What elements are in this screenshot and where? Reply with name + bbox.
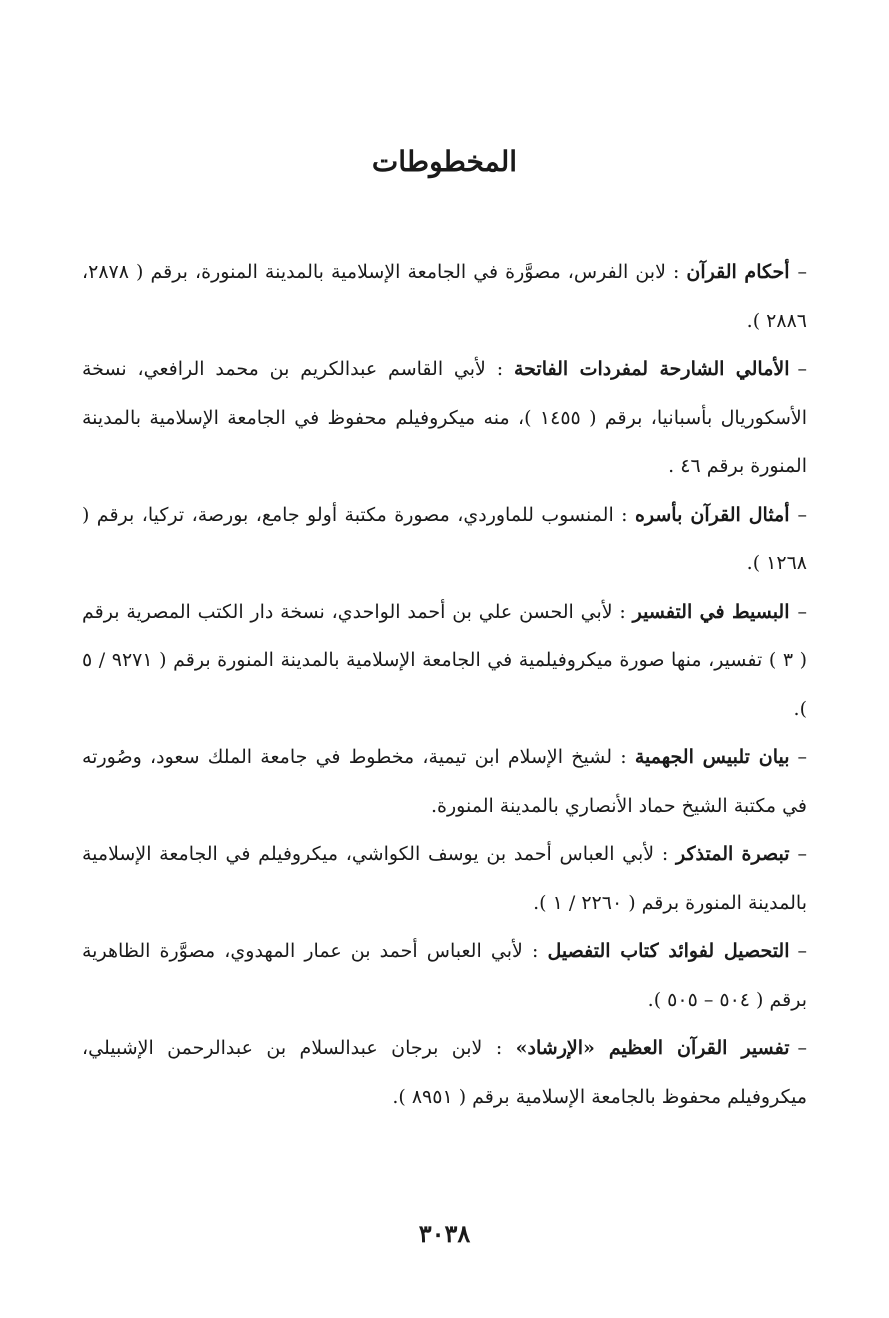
entry-description: لأبي العباس أحمد بن يوسف الكواشي، ميكروفيلم في الجامعة الإسلامية بالمدينة المنورة برقم ( ٢٢٦٠ / ١ ). — [82, 843, 807, 914]
entry-separator: : — [612, 600, 633, 623]
entry-title: البسيط في التفسير — [632, 600, 790, 623]
list-item — [82, 1024, 807, 1121]
entry-separator: : — [613, 503, 635, 526]
entry-dash: – — [797, 261, 808, 283]
entry-title: الأمالي الشارحة لمفردات الفاتحة — [513, 358, 790, 380]
list-item — [82, 248, 807, 345]
entry-dash: – — [797, 746, 808, 768]
entry-separator: : — [485, 358, 514, 380]
entry-title: تفسير القرآن العظيم «الإرشاد» — [515, 1037, 790, 1059]
page-number: ٣٠٣٨ — [418, 1219, 471, 1248]
list-item — [82, 927, 807, 1024]
list-item — [82, 345, 807, 491]
entry-dash: – — [797, 600, 807, 623]
entry-description: لأبي القاسم عبدالكريم بن محمد الرافعي، نسخة الأسكوريال بأسبانيا، برقم ( ١٤٥٥ )، منه ميكروفيلم محفوظ في الجامعة الإسلامية بالمدينة المنورة برقم ٤٦ . — [82, 358, 807, 477]
entry-dash: – — [797, 843, 807, 865]
entry-dash: – — [797, 503, 808, 526]
manuscripts-list — [82, 248, 807, 1121]
entry-dash: – — [797, 940, 808, 962]
page-title: المخطوطات — [371, 145, 518, 178]
entry-description: لأبي الحسن علي بن أحمد الواحدي، نسخة دار الكتب المصرية برقم ( ٣ ) تفسير، منها صورة ميكروفيلمية في الجامعة الإسلامية بالمدينة المنورة برقم ( ٩٢٧١ / ٥ ). — [82, 600, 808, 720]
list-item — [82, 733, 807, 830]
entry-description: لأبي العباس أحمد بن عمار المهدوي، مصوَّرة الظاهرية برقم ( ٥٠٤ – ٥٠٥ ). — [82, 940, 807, 1011]
entry-title: أمثال القرآن بأسره — [634, 503, 790, 526]
entry-description: لشيخ الإسلام ابن تيمية، مخطوط في جامعة الملك سعود، وصُورته في مكتبة الشيخ حماد الأنصاري بالمدينة المنورة. — [82, 746, 807, 817]
entry-title: بيان تلبيس الجهمية — [634, 746, 790, 768]
entry-description: لابن برجان عبدالسلام بن عبدالرحمن الإشبيلي، ميكروفيلم محفوظ بالجامعة الإسلامية برقم ( ٨٩٥١ ). — [82, 1037, 807, 1108]
entry-separator: : — [654, 843, 676, 865]
list-item — [82, 491, 807, 588]
entry-separator: : — [612, 746, 635, 768]
entry-description: المنسوب للماوردي، مصورة مكتبة أولو جامع، بورصة، تركيا، برقم ( ١٢٦٨ ). — [82, 503, 807, 574]
entry-separator: : — [482, 1037, 516, 1059]
entry-description: لابن الفرس، مصوَّرة في الجامعة الإسلامية بالمدينة المنورة، برقم ( ٢٨٧٨، ٢٨٨٦ ). — [82, 261, 807, 332]
entry-title: أحكام القرآن — [686, 261, 790, 283]
entry-dash: – — [797, 358, 808, 380]
entry-separator: : — [522, 940, 548, 962]
entry-title: تبصرة المتذكر — [675, 843, 790, 865]
entry-dash: – — [797, 1037, 808, 1059]
entry-title: التحصيل لفوائد كتاب التفصيل — [547, 940, 790, 962]
entry-separator: : — [665, 261, 687, 283]
list-item — [82, 588, 807, 734]
list-item — [82, 830, 807, 927]
